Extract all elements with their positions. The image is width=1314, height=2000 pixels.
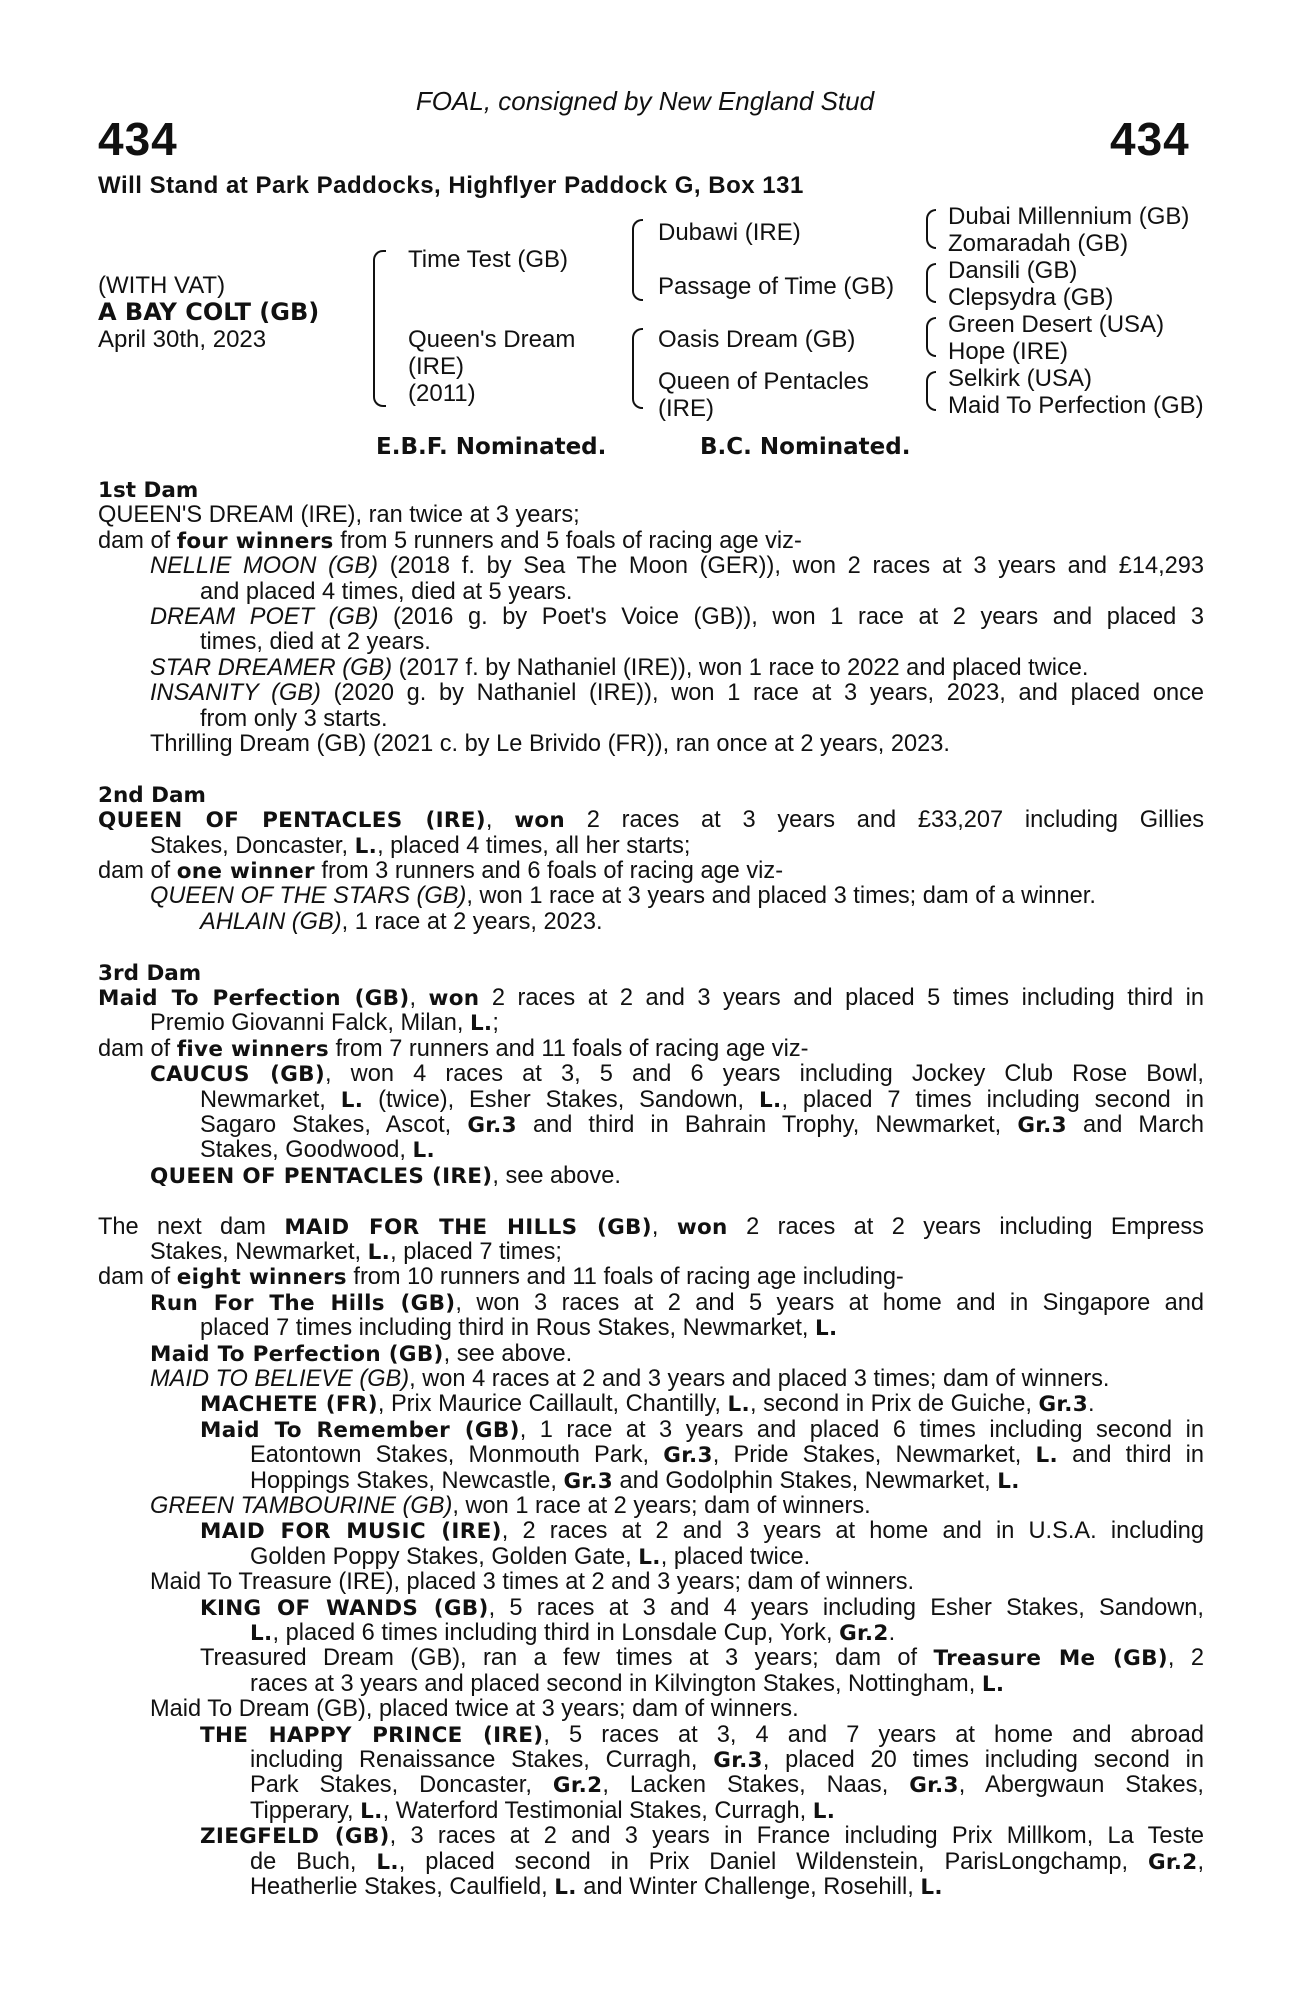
body-line [98,961,1204,986]
body-line [98,1570,1204,1595]
body-text: , Pride Stakes, Newmarket, [712,1443,1036,1469]
body-text: races at 3 years and placed second in Kilvington Stakes, Nottingham, [250,1670,982,1697]
body-text: The next dam [98,1214,285,1240]
body-text: (twice), Esher Stakes, Sandown, [363,1087,759,1113]
section-spacer [98,757,1204,782]
body-text: , Abergwaun Stakes, [958,1773,1204,1799]
bold-text: L. [469,1011,493,1037]
body-text: and placed 4 times, died at 5 years. [200,578,573,605]
body-text: and Godolphin Stakes, Newmarket, [612,1467,998,1494]
body-line [98,1850,1204,1875]
body-line [98,986,1204,1011]
italic-text: AHLAIN (GB) [200,908,342,935]
body-line [98,1037,1204,1062]
body-text: , Prix Maurice Caillault, Chantilly, [377,1391,728,1418]
body-text: dam of [98,527,177,554]
bold-text: Run For The Hills (GB) [150,1290,456,1316]
body-line [98,1621,1204,1646]
bold-text: Gr.3 [563,1468,613,1494]
bold-text: L. [1035,1443,1058,1469]
body-text: , won 1 race at 2 years; dam of winners. [452,1493,871,1520]
bold-text: L. [997,1468,1020,1494]
italic-text: INSANITY (GB) [150,681,321,707]
body-line [98,1088,1204,1113]
gen3-ancestor-2: Zomaradah (GB) [948,230,1129,257]
ebf-nomination: E.B.F. Nominated. [376,434,607,460]
body-text: Park Stakes, Doncaster, [250,1773,553,1799]
body-text: 2 races at 2 and 3 years and placed 5 times including third in [479,986,1204,1012]
body-text: Premio Giovanni Falck, Milan, [150,1010,470,1037]
body-text: Golden Poppy Stakes, Golden Gate, [250,1543,639,1570]
body-line [98,808,1204,833]
bold-text: L. [367,1240,391,1265]
body-text: , 1 race at 3 years and placed 6 times including second in [519,1417,1204,1443]
dam-dam-name-line1: Queen of Pentacles [658,368,869,395]
body-line [98,1824,1204,1849]
body-line [98,503,1204,528]
body-line [98,1799,1204,1824]
body-text: de Buch, [250,1849,377,1875]
body-line [98,1138,1204,1163]
body-line [98,783,1204,808]
body-line [98,1367,1204,1392]
body-line [98,1443,1204,1468]
dam-name-line3: (2011) [408,380,476,407]
bold-text: MACHETE (FR) [200,1392,378,1418]
gen3-ancestor-8: Maid To Perfection (GB) [948,392,1204,419]
sire-parents-brace [632,219,643,301]
body-text: Hoppings Stakes, Newcastle, [250,1467,564,1494]
body-text: . [1088,1391,1095,1418]
body-line [98,884,1204,909]
bold-text: five winners [176,1036,329,1062]
italic-text: GREEN TAMBOURINE (GB) [150,1493,453,1520]
bold-text: MAID FOR THE HILLS (GB) [284,1214,652,1240]
bold-text: L. [815,1316,838,1342]
sire-name: Time Test (GB) [408,246,569,273]
bold-text: QUEEN OF PENTACLES (IRE) [98,808,486,834]
gen3-brace-3 [926,317,936,357]
body-line [98,1392,1204,1417]
bold-text: L. [354,833,378,859]
body-line [98,529,1204,554]
body-line [98,1469,1204,1494]
bold-text: Gr.3 [909,1773,959,1799]
bold-text: ZIEGFELD (GB) [200,1824,390,1850]
body-text: from only 3 starts. [200,705,388,732]
body-text: placed 7 times including third in Rous Stakes, Newmarket, [200,1315,816,1342]
body-text: Thrilling Dream (GB) (2021 c. by Le Brivido (FR)), ran once at 2 years, 2023. [150,731,950,758]
body-text: , [651,1214,677,1240]
lot-number-right: 434 [1110,113,1190,165]
section-spacer [98,935,1204,960]
body-text: , won 4 races at 2 and 3 years and placed 3 times; dam of winners. [409,1366,1110,1393]
bold-text: CAUCUS (GB) [150,1062,325,1088]
body-line [98,859,1204,884]
body-line [98,1875,1204,1900]
body-line [98,1215,1204,1240]
body-text: , Lacken Stakes, Naas, [602,1773,910,1799]
body-text: , see above. [492,1162,621,1189]
bold-text: Treasure Me (GB) [933,1646,1168,1672]
body-line [98,656,1204,681]
bold-text: Gr.3 [1017,1113,1067,1139]
section-heading: 1st Dam [98,478,199,503]
bold-text: won [514,808,566,834]
italic-text: NELLIE MOON (GB) [150,554,378,580]
body-line [98,1519,1204,1544]
bold-text: L. [759,1087,782,1113]
body-text: ; [492,1010,499,1037]
body-line [98,1342,1204,1367]
body-text: , 2 [1167,1646,1204,1672]
bold-text: L. [360,1798,383,1824]
catalogue-body [98,478,1204,1900]
body-text: , placed twice. [660,1543,811,1570]
body-line [98,1291,1204,1316]
body-text: , placed 6 times including third in Lonsdale Cup, York, [272,1620,840,1647]
italic-text: DREAM POET (GB) [150,605,379,631]
bold-text: one winner [176,859,315,885]
body-text: . [888,1620,896,1647]
horse-name: A BAY COLT (GB) [98,298,320,326]
sire-sire-name: Dubawi (IRE) [658,219,801,246]
body-line [98,1316,1204,1341]
bold-text: Gr.2 [552,1773,603,1799]
body-text: dam of [98,1035,177,1062]
body-line [98,707,1204,732]
gen3-ancestor-4: Clepsydra (GB) [948,284,1114,311]
body-text: (2018 f. by Sea The Moon (GER)), won 2 races at 3 years and £14,293 [377,554,1204,580]
bold-text: L. [920,1874,943,1900]
italic-text: STAR DREAMER (GB) [150,654,393,681]
body-line [98,1418,1204,1443]
body-line [98,1113,1204,1138]
body-line [98,1697,1204,1722]
body-text: , [409,986,429,1012]
bold-text: Gr.3 [713,1748,763,1774]
body-line [98,554,1204,579]
body-text: , 2 races at 2 and 3 years at home and in U.S.A. including [501,1519,1204,1545]
body-text: from 7 runners and 11 foals of racing age viz- [328,1035,809,1062]
bc-nomination: B.C. Nominated. [700,434,911,460]
gen3-ancestor-5: Green Desert (USA) [948,311,1165,338]
body-line [98,1265,1204,1290]
body-text: , placed 20 times including second in [762,1748,1204,1774]
dam-name-line2: (IRE) [408,353,464,380]
bold-text: Maid To Remember (GB) [200,1417,520,1443]
body-text: Tipperary, [250,1797,361,1824]
body-text: from 10 runners and 11 foals of racing age including- [346,1264,904,1291]
body-text: , 3 races at 2 and 3 years in France including Prix Millkom, La Teste [389,1824,1204,1850]
body-line [98,1011,1204,1036]
bold-text: MAID FOR MUSIC (IRE) [200,1519,502,1545]
body-text: including Renaissance Stakes, Curragh, [250,1748,714,1774]
dam-dam-name-line2: (IRE) [658,395,714,422]
body-line [98,834,1204,859]
body-text: , Waterford Testimonial Stakes, Curragh, [382,1797,813,1824]
consignor-line: FOAL, consigned by New England Stud [415,86,875,116]
bold-text: Gr.2 [839,1621,889,1647]
body-line [98,1773,1204,1798]
bold-text: Gr.3 [467,1113,517,1139]
body-text: , 5 races at 3 and 4 years including Esher Stakes, Sandown, [488,1595,1204,1621]
body-text: and March [1066,1113,1204,1139]
section-spacer [98,1189,1204,1214]
bold-text: L. [812,1798,836,1824]
body-text: times, died at 2 years. [200,629,431,656]
body-text: Maid To Dream (GB), placed twice at 3 years; dam of winners. [150,1696,799,1723]
body-text: Maid To Treasure (IRE), placed 3 times at 2 and 3 years; dam of winners. [150,1569,915,1596]
body-text: QUEEN'S DREAM (IRE), ran twice at 3 years; [98,502,580,529]
gen3-ancestor-7: Selkirk (USA) [948,365,1093,392]
body-text: Newmarket, [200,1087,341,1113]
gen3-brace-2 [926,263,936,303]
body-text: , placed 7 times including second in [781,1087,1204,1113]
section-heading: 3rd Dam [98,960,202,986]
bold-text: Maid To Perfection (GB) [150,1341,444,1367]
body-text: Stakes, Newmarket, [150,1239,368,1265]
bold-text: Gr.3 [1038,1392,1088,1418]
body-text: Stakes, Doncaster, [150,832,355,859]
bold-text: THE HAPPY PRINCE (IRE) [200,1722,544,1748]
body-line [98,580,1204,605]
lot-number-left: 434 [98,113,178,165]
body-text: , placed second in Prix Daniel Wildenstein, ParisLongchamp, [398,1849,1148,1875]
body-line [98,1646,1204,1671]
gen3-brace-1 [926,209,936,249]
bold-text: L. [638,1544,661,1570]
gen3-ancestor-6: Hope (IRE) [948,338,1069,365]
body-text: , second in Prix de Guiche, [749,1391,1039,1418]
body-text: and Winter Challenge, Rosehill, [576,1873,921,1900]
bold-text: won [676,1214,728,1240]
body-line [98,681,1204,706]
body-text: , won 3 races at 2 and 5 years at home and in Singapore and [455,1290,1204,1316]
bold-text: L. [250,1621,273,1647]
body-text: , won 1 race at 3 years and placed 3 times; dam of a winner. [466,883,1096,910]
body-text: Heatherlie Stakes, Caulfield, [250,1873,555,1900]
body-text: 2 races at 2 years including Empress [727,1214,1204,1240]
body-line [98,910,1204,935]
body-line [98,1545,1204,1570]
section-heading: 2nd Dam [98,782,206,808]
body-line [98,1672,1204,1697]
body-text: (2020 g. by Nathaniel (IRE)), won 1 race at 3 years, 2023, and placed once [320,681,1204,707]
dam-name-line1: Queen's Dream [408,326,576,353]
dam-sire-name: Oasis Dream (GB) [658,326,856,353]
body-line [98,1723,1204,1748]
body-text: (2017 f. by Nathaniel (IRE)), won 1 race to 2022 and placed twice. [392,654,1089,681]
bold-text: L. [981,1671,1005,1697]
body-text: dam of [98,1264,177,1291]
bold-text: L. [727,1392,750,1418]
gen3-brace-4 [926,371,936,411]
gen3-ancestor-1: Dubai Millennium (GB) [948,203,1190,230]
body-text: dam of [98,858,177,885]
body-text: from 5 runners and 5 foals of racing age viz- [333,527,802,554]
body-text: Stakes, Goodwood, [200,1137,413,1164]
body-text: Treasured Dream (GB), ran a few times at 3 years; dam of [200,1646,934,1672]
body-line [98,1494,1204,1519]
body-text: Sagaro Stakes, Ascot, [200,1113,468,1139]
body-line [98,732,1204,757]
bold-text: L. [340,1087,364,1113]
body-text: , 5 races at 3, 4 and 7 years at home and abroad [543,1722,1204,1748]
body-line [98,605,1204,630]
body-text: 2 races at 3 years and £33,207 including Gillies [565,808,1204,834]
vat-note: (WITH VAT) [98,272,226,299]
sire-dam-name: Passage of Time (GB) [658,273,895,300]
body-text: , [485,808,515,834]
body-line [98,1164,1204,1189]
bold-text: Gr.3 [663,1443,713,1469]
bold-text: L. [412,1138,435,1164]
body-text: , [1197,1849,1204,1875]
body-line [98,1062,1204,1087]
bold-text: four winners [176,528,334,554]
body-text: from 3 runners and 6 foals of racing age viz- [314,858,784,885]
gen3-ancestor-3: Dansili (GB) [948,257,1078,284]
italic-text: MAID TO BELIEVE (GB) [150,1366,410,1393]
body-text: , won 4 races at 3, 5 and 6 years including Jockey Club Rose Bowl, [324,1062,1204,1088]
body-text: , see above. [443,1340,573,1367]
body-text: , placed 4 times, all her starts; [377,832,691,859]
bold-text: L. [554,1874,577,1900]
body-text: , placed 7 times; [390,1239,562,1265]
stand-location: Will Stand at Park Paddocks, Highflyer Paddock G, Box 131 [98,172,804,199]
body-text: and third in [1057,1443,1204,1469]
body-text: , 1 race at 2 years, 2023. [341,908,603,935]
bold-text: QUEEN OF PENTACLES (IRE) [150,1163,493,1189]
bold-text: Gr.2 [1147,1849,1198,1875]
body-line [98,1240,1204,1265]
bold-text: KING OF WANDS (GB) [200,1595,489,1621]
sire-dam-brace [373,250,386,407]
bold-text: Maid To Perfection (GB) [98,986,410,1012]
body-text: and third in Bahrain Trophy, Newmarket, [516,1113,1018,1139]
body-text: Eatontown Stakes, Monmouth Park, [250,1443,664,1469]
bold-text: L. [376,1849,399,1875]
body-line [98,630,1204,655]
body-line [98,478,1204,503]
dam-parents-brace [632,328,643,409]
body-line [98,1748,1204,1773]
body-text: (2016 g. by Poet's Voice (GB)), won 1 race at 2 years and placed 3 [378,605,1204,631]
body-line [98,1596,1204,1621]
bold-text: eight winners [176,1265,347,1291]
foaling-date: April 30th, 2023 [98,326,267,353]
bold-text: won [428,986,480,1012]
italic-text: QUEEN OF THE STARS (GB) [150,883,467,910]
